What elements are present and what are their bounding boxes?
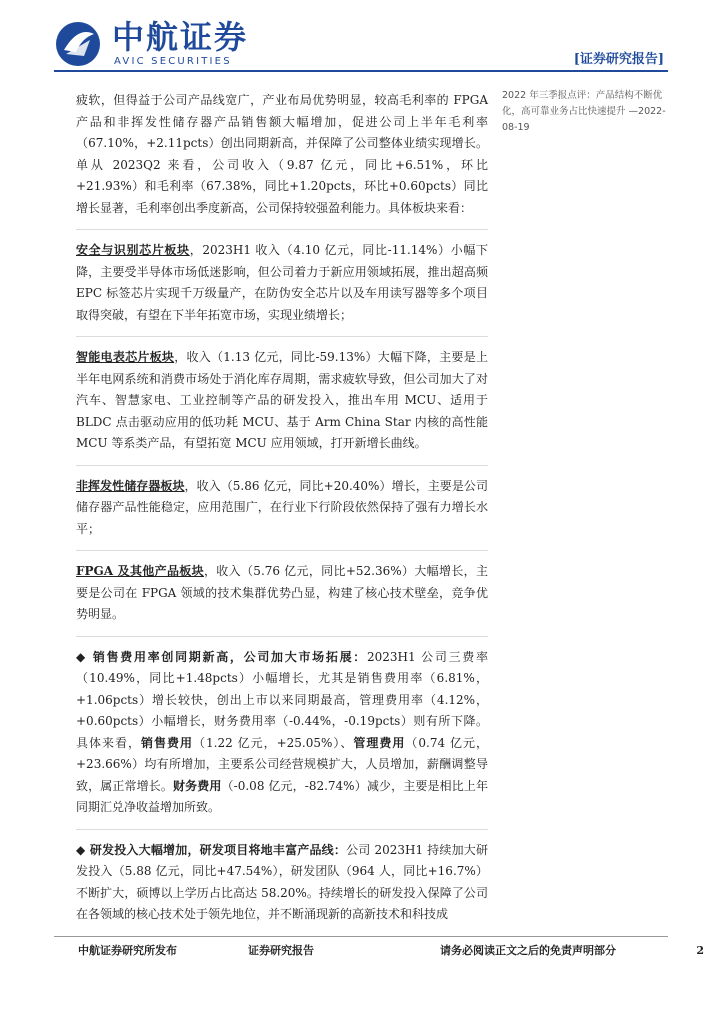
paragraph-text: ，收入（1.13 亿元，同比-59.13%）大幅下降，主要是上半年电网系统和消费市场处于消化库存周期，需求疲软导致，但公司加大了对汽车、智慧家电、工业控制等产品的研发投入，推出车用 MCU、适用于 BLDC 点击驱动应用的低功耗 MCU、基于 Arm China Star 内核的高性能 MCU 等系类产品，有望拓宽 MCU 应用领域，打开新增长曲线。 — [76, 350, 488, 450]
paragraph-text: ，收入（5.86 亿元，同比+20.40%）增长，主要是公司储存器产品性能稳定，应用范围广，在行业下行阶段依然保持了强有力增长水平； — [76, 478, 488, 536]
diamond-bullet-icon: ◆ — [76, 649, 93, 664]
brand-name-cn: 中航证券 — [112, 18, 249, 56]
page-number: 2 — [696, 944, 704, 957]
paragraph-text: 疲软，但得益于公司产品线宽广，产业布局优势明显，较高毛利率的 FPGA 产品和非挥发性储存器产品销售额大幅增加，促进公司上半年毛利率（67.10%，+2.11pcts）创出同期新高，并保障了公司整体业绩实现增长。单从 2023Q2 来看，公司收入（9.87 亿元，同比+6.51%，环比+21.93%）和毛利率（67.38%，同比+1.20pcts，环比+0.60pcts）同比增长显著，毛利率创出季度新高，公司保持较强盈利能力。具体板块来看： — [76, 93, 488, 215]
segment-paragraph-fpga — [76, 561, 488, 626]
bullet-segment-bold: 销售费用 — [141, 735, 194, 750]
bullet-segment: （1.22 亿元，+25.05%）、 — [193, 735, 354, 750]
footer-divider — [54, 936, 668, 937]
section-divider — [76, 465, 488, 466]
footer-publisher: 中航证券研究所发布 — [78, 944, 177, 957]
report-type-tag: [证券研究报告] — [573, 52, 664, 67]
brand-name-en: AVIC SECURITIES — [114, 56, 232, 67]
footer-report-type: 证券研究报告 — [248, 944, 314, 957]
intro-paragraph — [76, 90, 488, 219]
section-divider — [76, 229, 488, 230]
segment-title: 安全与识别芯片板块 — [76, 243, 190, 257]
page-header — [0, 0, 724, 80]
related-report-text: 2022 年三季报点评：产品结构不断优化，高可靠业务占比快速提升 —2022-08-19 — [502, 90, 666, 133]
avic-logo-icon — [54, 20, 102, 68]
diamond-bullet-icon: ◆ — [76, 842, 90, 857]
segment-paragraph-smart-meter — [76, 347, 488, 455]
bullet-title: 研发投入大幅增加，研发项目将地丰富产品线： — [89, 842, 347, 857]
bullet-segment: 公司 2023H1 持续加大研发投入（5.88 亿元，同比+47.54%），研发团队（964 人，同比+16.7%）不断扩大，硕博以上学历占比高达 58.20%。持续增长的研发投入保障了公司在各领域的核心技术处于领先地位，并不断涌现新的高新技术和科技成 — [76, 842, 488, 921]
segment-title: FPGA 及其他产品板块 — [76, 564, 204, 578]
segment-title: 非挥发性储存器板块 — [76, 478, 185, 493]
paragraph-text: ，收入（5.76 亿元，同比+52.36%）大幅增长，主要是公司在 FPGA 领域的技术集群优势凸显，构建了核心技术壁垒，竞争优势明显。 — [76, 564, 488, 621]
footer-disclaimer: 请务必阅读正文之后的免责声明部分 — [440, 944, 616, 957]
section-divider — [76, 336, 488, 337]
header-divider — [54, 70, 668, 72]
related-report-note[interactable] — [502, 88, 672, 136]
segment-paragraph-nvm — [76, 476, 488, 541]
bullet-segment: 2023H1 公司三费率（10.49%，同比+1.48pcts）小幅增长，尤其是销售费用率（6.81%，+1.06pcts）增长较快，创出上市以来同期最高，管理费用率（4.12%，+0.60pcts）小幅增长，财务费用率（-0.44%，-0.19pcts）则有所下降。具体来看， — [76, 649, 488, 750]
bullet-segment: （0.74 亿元，+23.66%）均有所增加，主要系公司经营规模扩大，人员增加，薪酬调整导致，属正常增长。 — [76, 735, 488, 793]
segment-title: 智能电表芯片板块 — [76, 350, 175, 364]
bullet-paragraph-rd — [76, 840, 488, 926]
bullet-title: 销售费用率创同期新高，公司加大市场拓展： — [92, 649, 367, 664]
section-divider — [76, 829, 488, 830]
segment-paragraph-security-chips — [76, 240, 488, 326]
bullet-segment: （-0.08 亿元，-82.74%）减少，主要是相比上年同期汇兑净收益增加所致。 — [76, 778, 488, 814]
main-body — [76, 90, 488, 936]
bullet-segment-bold: 财务费用 — [173, 778, 222, 793]
bullet-paragraph-sales-expense — [76, 647, 488, 819]
section-divider — [76, 636, 488, 637]
bullet-segment-bold: 管理费用 — [353, 735, 406, 750]
paragraph-text: ，2023H1 收入（4.10 亿元，同比-11.14%）小幅下降，主要受半导体市场低迷影响，但公司着力于新应用领域拓展，推出超高频 EPC 标签芯片实现千万级量产，在防伪安全芯片以及车用读写器等多个项目取得突破，有望在下半年拓宽市场，实现业绩增长； — [76, 243, 488, 322]
section-divider — [76, 550, 488, 551]
